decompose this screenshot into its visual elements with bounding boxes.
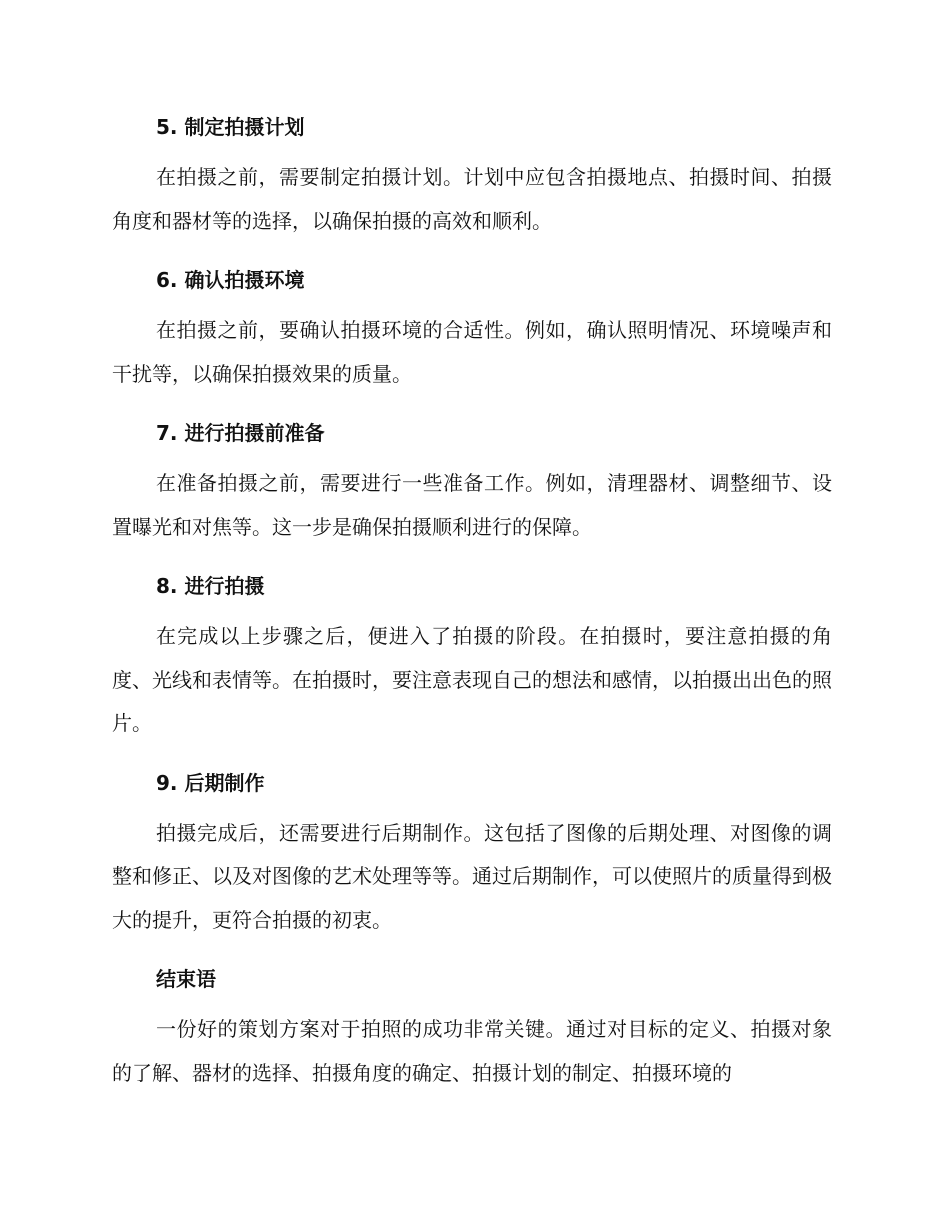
section-8 [112, 567, 832, 746]
section-conclusion [112, 960, 832, 1095]
section-paragraph: 在拍摄之前，要确认拍摄环境的合适性。例如，确认照明情况、环境噪声和干扰等，以确保拍摄效果的质量。 [112, 318, 832, 386]
section-paragraph: 在拍摄之前，需要制定拍摄计划。计划中应包含拍摄地点、拍摄时间、拍摄角度和器材等的选择，以确保拍摄的高效和顺利。 [112, 165, 832, 233]
section-6 [112, 261, 832, 396]
section-paragraph: 拍摄完成后，还需要进行后期制作。这包括了图像的后期处理、对图像的调整和修正、以及对图像的艺术处理等等。通过后期制作，可以使照片的质量得到极大的提升，更符合拍摄的初衷。 [112, 820, 832, 932]
section-paragraph: 一份好的策划方案对于拍照的成功非常关键。通过对目标的定义、拍摄对象的了解、器材的选择、拍摄角度的确定、拍摄计划的制定、拍摄环境的 [112, 1017, 832, 1085]
section-heading: 5. 制定拍摄计划 [156, 115, 305, 139]
section-heading: 7. 进行拍摄前准备 [156, 421, 325, 445]
section-7 [112, 414, 832, 549]
section-9 [112, 764, 832, 943]
section-heading: 9. 后期制作 [156, 770, 265, 795]
section-heading: 8. 进行拍摄 [156, 574, 265, 598]
section-heading: 6. 确认拍摄环境 [156, 268, 305, 292]
section-paragraph: 在完成以上步骤之后，便进入了拍摄的阶段。在拍摄时，要注意拍摄的角度、光线和表情等。在拍摄时，要注意表现自己的想法和感情，以拍摄出出色的照片。 [112, 624, 832, 735]
document-body [112, 108, 832, 1113]
section-paragraph: 在准备拍摄之前，需要进行一些准备工作。例如，清理器材、调整细节、设置曝光和对焦等。这一步是确保拍摄顺利进行的保障。 [112, 471, 832, 539]
section-5 [112, 108, 832, 243]
section-heading: 结束语 [156, 967, 216, 991]
